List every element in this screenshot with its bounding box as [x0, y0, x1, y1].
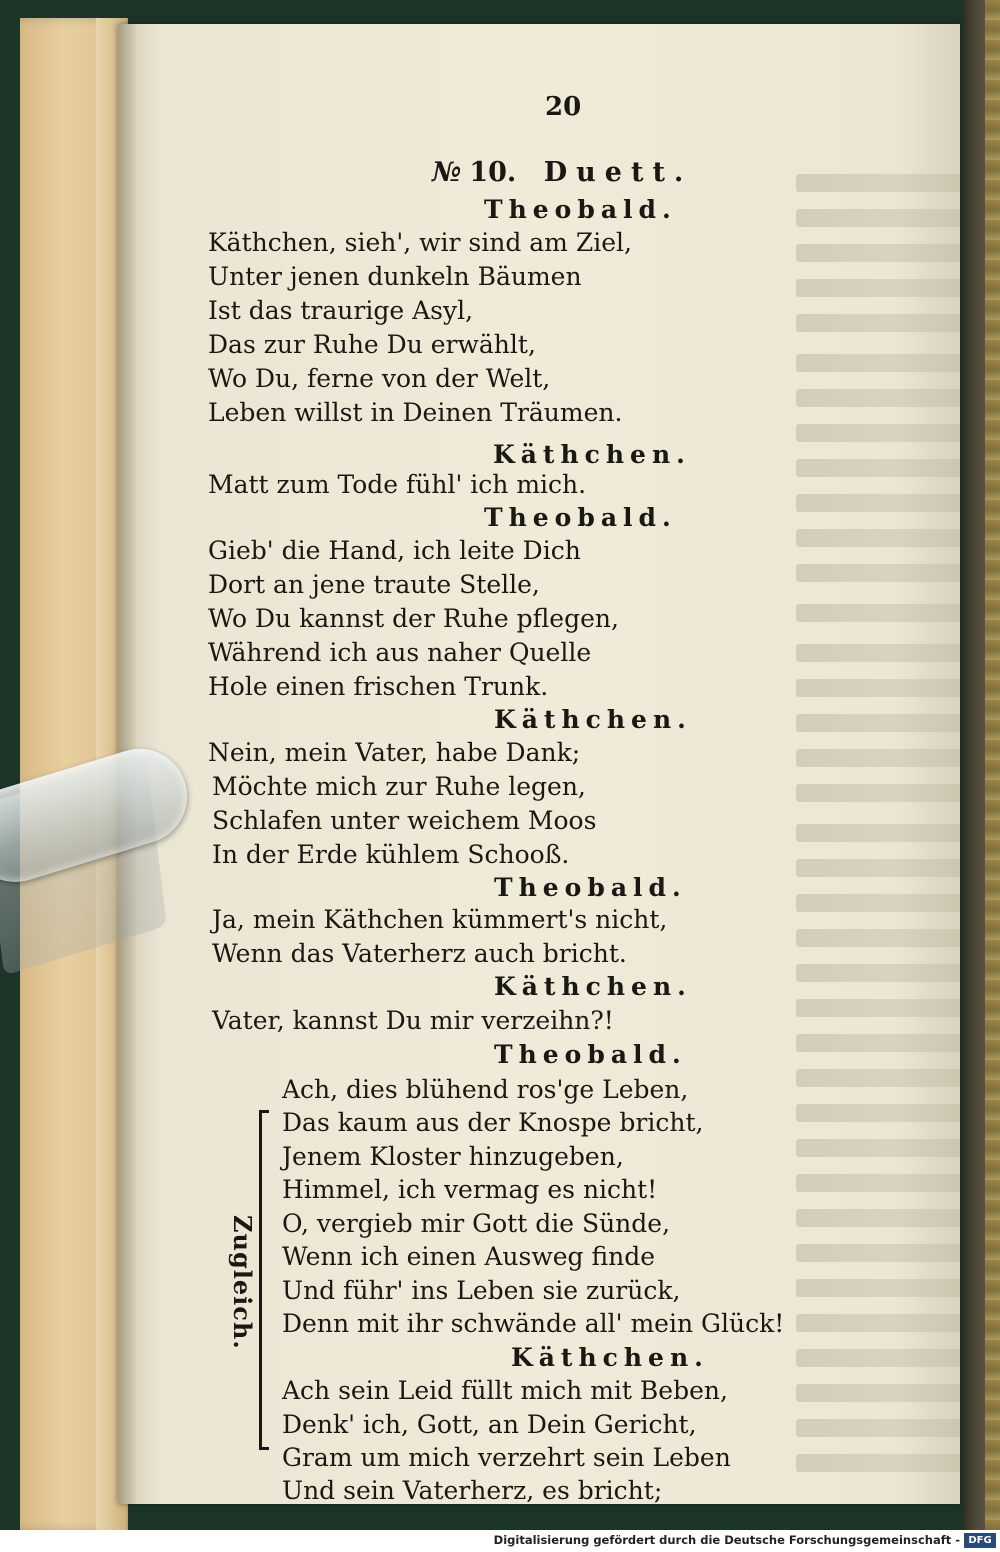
footer-bar — [0, 1530, 1000, 1552]
verse-line: Käthchen, sieh', wir sind am Ziel, — [208, 228, 632, 257]
verse-line: Leben willst in Deinen Träumen. — [208, 398, 623, 427]
verse-line: Wenn ich einen Ausweg finde — [282, 1242, 656, 1271]
verse-line: Dort an jene traute Stelle, — [208, 570, 540, 599]
verse-line: Ach, dies blühend ros'ge Leben, — [282, 1075, 689, 1104]
verse-line: In der Erde kühlem Schooß. — [212, 840, 570, 869]
page-number: 20 — [545, 92, 582, 122]
verse-line: Gieb' die Hand, ich leite Dich — [208, 536, 581, 565]
footer-credit: Digitalisierung gefördert durch die Deutsche Forschungsgemeinschaft - — [493, 1533, 960, 1547]
verse-line: O, vergieb mir Gott die Sünde, — [282, 1209, 671, 1238]
speaker-name: Käthchen. — [511, 1343, 709, 1372]
verse-line: Wenn das Vaterherz auch bricht. — [212, 939, 627, 968]
verse-line: Nein, mein Vater, habe Dank; — [208, 738, 581, 767]
speaker-name: Theobald. — [484, 195, 677, 224]
verse-line: Himmel, ich vermag es nicht! — [282, 1175, 658, 1204]
speaker-name: Theobald. — [494, 873, 687, 902]
verse-line: Jenem Kloster hinzugeben, — [282, 1142, 624, 1171]
speaker-name: Theobald. — [484, 503, 677, 532]
verse-line: Schlafen unter weichem Moos — [212, 806, 597, 835]
section-title: Duett. — [543, 157, 693, 188]
section-number: 10. — [469, 157, 517, 188]
verse-line: Unter jenen dunkeln Bäumen — [208, 262, 582, 291]
verse-line: Während ich aus naher Quelle — [208, 638, 592, 667]
section-heading — [432, 158, 692, 188]
dfg-logo: DFG — [964, 1533, 996, 1548]
verse-line: Wo Du, ferne von der Welt, — [208, 364, 551, 393]
speaker-name: Käthchen. — [494, 972, 692, 1001]
margin-note: Zugleich. — [228, 1215, 257, 1350]
verse-line: Hole einen frischen Trunk. — [208, 672, 549, 701]
verse-line: Das kaum aus der Knospe bricht, — [282, 1108, 704, 1137]
verse-line: Ach sein Leid füllt mich mit Beben, — [282, 1376, 728, 1405]
verse-line: Und führ' ins Leben sie zurück, — [282, 1276, 681, 1305]
verse-line: Ja, mein Käthchen kümmert's nicht, — [212, 905, 668, 934]
speaker-name: Theobald. — [494, 1040, 687, 1069]
speaker-name: Käthchen. — [493, 440, 691, 469]
verse-line: Wo Du kannst der Ruhe pflegen, — [208, 604, 619, 633]
verse-line: Möchte mich zur Ruhe legen, — [212, 772, 586, 801]
verse-line: Und sein Vaterherz, es bricht; — [282, 1476, 663, 1505]
verse-line: Gram um mich verzehrt sein Leben — [282, 1443, 731, 1472]
number-sign: № — [432, 157, 462, 188]
verse-line: Denk' ich, Gott, an Dein Gericht, — [282, 1410, 697, 1439]
verse-line: Das zur Ruhe Du erwählt, — [208, 330, 536, 359]
speaker-name: Käthchen. — [494, 705, 692, 734]
verse-line: Vater, kannst Du mir verzeihn?! — [212, 1006, 614, 1035]
simultaneous-bracket — [259, 1110, 274, 1450]
verse-line: Denn mit ihr schwände all' mein Glück! — [282, 1309, 785, 1338]
verse-line: Matt zum Tode fühl' ich mich. — [208, 470, 587, 499]
verse-line: Ist das traurige Asyl, — [208, 296, 474, 325]
